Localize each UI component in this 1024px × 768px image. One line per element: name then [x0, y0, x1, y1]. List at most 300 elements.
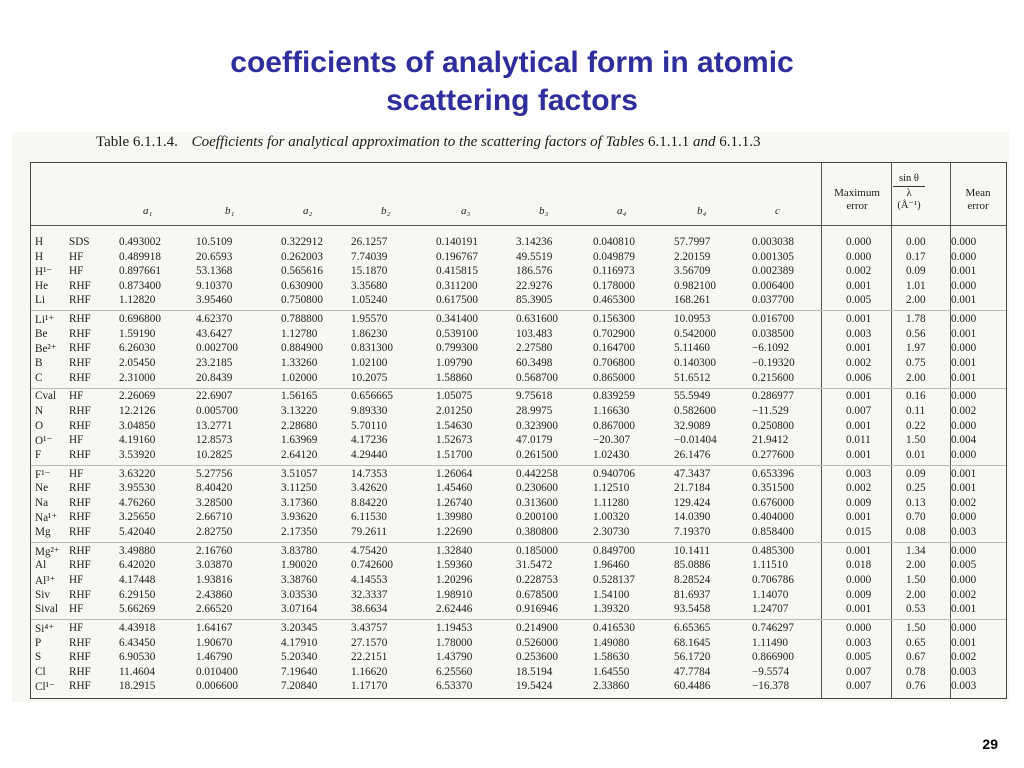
row-method: HF: [69, 574, 84, 586]
cell-mean-error: 0.002: [951, 405, 977, 417]
cell-c: 0.003038: [752, 236, 794, 248]
cell-a1: 4.19160: [119, 434, 156, 447]
cell-a3: 0.196767: [436, 250, 478, 263]
table-row: [31, 313, 1006, 327]
cell-max-error: 0.009: [846, 496, 872, 509]
cell-a1: 2.26069: [119, 390, 156, 403]
cell-b2: 32.3337: [351, 588, 388, 601]
cell-max-error: 0.006: [846, 371, 872, 384]
cell-b3: 0.323900: [516, 419, 558, 432]
cell-max-error: 0.015: [846, 526, 872, 538]
table-caption: [96, 134, 760, 151]
cell-b1: 22.6907: [196, 390, 233, 403]
cell-b4: 7.19370: [674, 526, 711, 538]
cell-b4: 21.7184: [674, 482, 711, 495]
header-sin-unit: (Å⁻¹): [897, 200, 921, 211]
row-element: Cl: [35, 665, 46, 678]
cell-b1: 12.8573: [196, 434, 233, 447]
cell-mean-error: 0.001: [951, 603, 977, 616]
header-max-error: [826, 187, 888, 213]
row-element: Sival: [35, 603, 58, 616]
cell-a3: 1.05075: [436, 390, 473, 403]
cell-b1: 20.6593: [196, 250, 233, 263]
cell-b2: 10.2075: [351, 371, 388, 384]
cell-c: 0.866900: [752, 651, 794, 664]
cell-b4: 0.582600: [674, 405, 716, 417]
cell-mean-error: 0.001: [951, 357, 977, 369]
row-method: RHF: [69, 357, 91, 369]
cell-mean-error: 0.000: [951, 544, 977, 557]
cell-max-error: 0.001: [846, 511, 872, 524]
cell-b3: 0.253600: [516, 651, 558, 664]
cell-a3: 1.51700: [436, 448, 473, 461]
cell-a2: 2.28680: [281, 419, 318, 432]
cell-mean-error: 0.001: [951, 327, 977, 340]
cell-mean-error: 0.000: [951, 448, 977, 461]
cell-b3: 103.483: [516, 327, 553, 340]
cell-max-error: 0.007: [846, 665, 872, 678]
table-row: [31, 328, 1006, 342]
cell-max-error: 0.003: [846, 327, 872, 340]
cell-c: −16.378: [752, 680, 790, 693]
row-element: Na: [35, 496, 49, 509]
cell-a1: 11.4604: [119, 665, 155, 678]
group-divider: [31, 465, 1006, 466]
cell-max-error: 0.001: [846, 390, 872, 403]
cell-b1: 23.2185: [196, 357, 233, 369]
header-c: c: [775, 205, 780, 217]
cell-sin-lambda: 0.78: [906, 665, 926, 678]
cell-c: 1.11510: [752, 559, 788, 572]
row-element: Al: [35, 559, 47, 572]
cell-b3: 2.27580: [516, 342, 553, 355]
cell-b1: 2.66520: [196, 603, 233, 616]
header-a1: a₁: [143, 205, 153, 217]
table-scan-image: [12, 132, 1009, 702]
cell-a1: 0.696800: [119, 313, 161, 326]
table-row: [31, 405, 1006, 419]
cell-c: 0.858400: [752, 526, 794, 538]
cell-b1: 43.6427: [196, 327, 233, 340]
row-element: O: [35, 419, 44, 432]
cell-sin-lambda: 0.00: [906, 236, 926, 248]
cell-b4: 14.0390: [674, 511, 711, 524]
row-element: F: [35, 448, 42, 461]
table-row: [31, 251, 1006, 265]
cell-a1: 6.43450: [119, 636, 156, 649]
row-element: B: [35, 357, 43, 369]
cell-b1: 1.46790: [196, 651, 233, 664]
cell-a1: 4.17448: [119, 574, 156, 586]
cell-a4: 1.16630: [593, 405, 630, 417]
cell-a1: 0.897661: [119, 265, 161, 278]
row-method: HF: [69, 265, 84, 278]
cell-a2: 3.51057: [281, 467, 318, 480]
row-element: C: [35, 371, 43, 384]
cell-a1: 6.90530: [119, 651, 156, 664]
table-row: [31, 468, 1006, 482]
cell-b4: 93.5458: [674, 603, 711, 616]
cell-max-error: 0.001: [846, 544, 872, 557]
cell-mean-error: 0.000: [951, 342, 977, 355]
cell-max-error: 0.000: [846, 574, 872, 586]
cell-sin-lambda: 0.11: [906, 405, 926, 417]
table-row: [31, 574, 1006, 588]
cell-a4: 1.11280: [593, 496, 629, 509]
cell-b2: 3.35680: [351, 279, 388, 292]
cell-b4: 0.982100: [674, 279, 716, 292]
cell-a2: 0.565616: [281, 265, 323, 278]
cell-b3: 85.3905: [516, 294, 553, 307]
header-sin-theta-over-lambda: [889, 173, 929, 212]
table-caption-text: Coefficients for analytical approximation to the scattering factors of Tables: [191, 134, 645, 150]
cell-a1: 0.873400: [119, 279, 161, 292]
row-method: RHF: [69, 294, 91, 307]
cell-b2: 5.70110: [351, 419, 387, 432]
table-row: [31, 511, 1006, 525]
cell-mean-error: 0.005: [951, 559, 977, 572]
cell-a3: 1.45460: [436, 482, 473, 495]
cell-mean-error: 0.002: [951, 588, 977, 601]
cell-a2: 3.03530: [281, 588, 318, 601]
row-element: N: [35, 405, 44, 417]
cell-b1: 3.03870: [196, 559, 233, 572]
cell-c: 0.746297: [752, 622, 794, 634]
cell-a1: 6.42020: [119, 559, 156, 572]
table-row: [31, 666, 1006, 680]
cell-b3: 60.3498: [516, 357, 553, 369]
cell-sin-lambda: 0.53: [906, 603, 926, 616]
header-max-error-line-2: error: [846, 200, 868, 212]
cell-b2: 22.2151: [351, 651, 388, 664]
cell-b1: 10.5109: [196, 236, 233, 248]
cell-a4: −20.307: [593, 434, 631, 447]
cell-b1: 5.27756: [196, 467, 233, 480]
row-method: HF: [69, 434, 84, 447]
row-method: RHF: [69, 559, 91, 572]
cell-max-error: 0.000: [846, 250, 872, 263]
cell-a2: 0.630900: [281, 279, 323, 292]
cell-b1: 53.1368: [196, 265, 233, 278]
cell-max-error: 0.003: [846, 636, 872, 649]
cell-c: 0.016700: [752, 313, 794, 326]
cell-sin-lambda: 2.00: [906, 559, 926, 572]
fraction-bar: [893, 186, 925, 187]
row-method: RHF: [69, 313, 91, 326]
cell-mean-error: 0.000: [951, 419, 977, 432]
cell-b2: 7.74039: [351, 250, 388, 263]
row-element: Siv: [35, 588, 50, 601]
cell-b2: 14.7353: [351, 467, 388, 480]
cell-b2: 0.656665: [351, 390, 393, 403]
header-a4: a₄: [617, 205, 627, 217]
cell-c: 0.351500: [752, 482, 794, 495]
cell-a3: 2.62446: [436, 603, 473, 616]
cell-a3: 0.799300: [436, 342, 478, 355]
cell-a2: 1.90020: [281, 559, 318, 572]
cell-c: 0.250800: [752, 419, 794, 432]
cell-b4: 8.28524: [674, 574, 711, 586]
cell-c: 0.215600: [752, 371, 794, 384]
row-method: RHF: [69, 371, 91, 384]
table-row: [31, 545, 1006, 559]
cell-a1: 0.489918: [119, 250, 161, 263]
cell-max-error: 0.001: [846, 419, 872, 432]
cell-b3: 3.14236: [516, 236, 553, 248]
row-element: Cval: [35, 390, 57, 403]
coefficients-table: [30, 162, 1007, 699]
cell-a1: 18.2915: [119, 680, 156, 693]
cell-c: 0.676000: [752, 496, 794, 509]
cell-c: −11.529: [752, 405, 789, 417]
table-row: [31, 559, 1006, 573]
cell-a2: 1.63969: [281, 434, 318, 447]
cell-b2: 3.43757: [351, 622, 388, 634]
row-method: HF: [69, 603, 84, 616]
table-row: [31, 342, 1006, 356]
cell-a2: 2.64120: [281, 448, 318, 461]
header-b3: b₃: [539, 205, 549, 217]
cell-a3: 6.25560: [436, 665, 473, 678]
row-element: Si⁴⁺: [35, 623, 55, 635]
cell-b3: 0.214900: [516, 622, 558, 634]
row-method: RHF: [69, 496, 91, 509]
cell-mean-error: 0.001: [951, 294, 977, 307]
cell-mean-error: 0.001: [951, 467, 977, 480]
cell-c: 0.037700: [752, 294, 794, 307]
row-element: P: [35, 636, 42, 649]
cell-sin-lambda: 1.97: [906, 342, 926, 355]
row-element: Li: [35, 294, 45, 307]
cell-b3: 0.230600: [516, 482, 558, 495]
row-element: Mg²⁺: [35, 545, 60, 558]
cell-a4: 0.839259: [593, 390, 635, 403]
cell-c: 21.9412: [752, 434, 789, 447]
cell-b1: 0.005700: [196, 405, 238, 417]
row-method: HF: [69, 250, 84, 263]
row-method: RHF: [69, 636, 91, 649]
cell-a1: 3.04850: [119, 419, 156, 432]
cell-b3: 31.5472: [516, 559, 553, 572]
cell-mean-error: 0.004: [951, 434, 977, 447]
cell-sin-lambda: 0.56: [906, 327, 926, 340]
cell-max-error: 0.005: [846, 651, 872, 664]
cell-sin-lambda: 1.50: [906, 622, 926, 634]
cell-max-error: 0.000: [846, 236, 872, 248]
cell-c: 0.485300: [752, 544, 794, 557]
cell-a1: 3.49880: [119, 544, 156, 557]
cell-a3: 0.539100: [436, 327, 478, 340]
row-element: Be²⁺: [35, 343, 57, 356]
cell-a1: 4.76260: [119, 496, 156, 509]
cell-c: 0.706786: [752, 574, 794, 586]
cell-a4: 0.465300: [593, 294, 635, 307]
cell-a3: 1.43790: [436, 651, 473, 664]
cell-b4: 81.6937: [674, 588, 711, 601]
cell-a2: 4.17910: [281, 636, 318, 649]
cell-sin-lambda: 0.17: [906, 250, 926, 263]
cell-b4: 47.7784: [674, 665, 711, 678]
cell-c: 0.038500: [752, 327, 794, 340]
cell-a3: 1.26740: [436, 496, 473, 509]
cell-a4: 0.706800: [593, 357, 635, 369]
table-row: [31, 294, 1006, 308]
table-row: [31, 526, 1006, 540]
cell-sin-lambda: 1.78: [906, 313, 926, 326]
cell-max-error: 0.009: [846, 588, 872, 601]
cell-b3: 0.313600: [516, 496, 558, 509]
cell-b2: 4.17236: [351, 434, 388, 447]
cell-b4: −0.01404: [674, 434, 717, 447]
cell-b3: 0.526000: [516, 636, 558, 649]
cell-a4: 0.116973: [593, 265, 635, 278]
slide-title-line-1: coefficients of analytical form in atomic: [230, 46, 794, 79]
cell-sin-lambda: 1.50: [906, 434, 926, 447]
cell-mean-error: 0.001: [951, 265, 977, 278]
cell-b4: 0.542000: [674, 327, 716, 340]
cell-a2: 1.33260: [281, 357, 318, 369]
cell-a2: 3.93620: [281, 511, 318, 524]
cell-b2: 3.42620: [351, 482, 388, 495]
table-row: [31, 449, 1006, 463]
cell-a2: 0.262003: [281, 250, 323, 263]
table-row: [31, 265, 1006, 279]
cell-mean-error: 0.001: [951, 371, 977, 384]
cell-a1: 4.43918: [119, 622, 156, 634]
group-divider: [31, 619, 1006, 620]
cell-b2: 0.831300: [351, 342, 393, 355]
cell-sin-lambda: 2.00: [906, 294, 926, 307]
cell-sin-lambda: 0.13: [906, 496, 926, 509]
cell-a3: 1.19453: [436, 622, 473, 634]
cell-b1: 13.2771: [196, 419, 233, 432]
cell-mean-error: 0.000: [951, 622, 977, 634]
cell-a4: 1.39320: [593, 603, 630, 616]
cell-sin-lambda: 0.08: [906, 526, 926, 538]
cell-max-error: 0.002: [846, 357, 872, 369]
cell-a2: 5.20340: [281, 651, 318, 664]
cell-a3: 1.22690: [436, 526, 473, 538]
cell-b3: 0.442258: [516, 467, 558, 480]
row-method: RHF: [69, 651, 91, 664]
cell-b4: 10.0953: [674, 313, 711, 326]
cell-a4: 0.849700: [593, 544, 635, 557]
cell-mean-error: 0.002: [951, 651, 977, 664]
cell-c: 0.653396: [752, 467, 794, 480]
cell-b3: 186.576: [516, 265, 553, 278]
table-row: [31, 603, 1006, 617]
cell-max-error: 0.018: [846, 559, 872, 572]
table-row: [31, 420, 1006, 434]
cell-a4: 0.156300: [593, 313, 635, 326]
cell-a2: 3.83780: [281, 544, 318, 557]
table-row: [31, 482, 1006, 496]
header-mean-error: [952, 187, 1004, 213]
row-element: S: [35, 651, 42, 664]
cell-b3: 47.0179: [516, 434, 553, 447]
cell-c: −0.19320: [752, 357, 795, 369]
table-row: [31, 236, 1006, 250]
cell-mean-error: 0.003: [951, 665, 977, 678]
cell-a1: 2.31000: [119, 371, 156, 384]
cell-mean-error: 0.000: [951, 390, 977, 403]
cell-b3: 0.568700: [516, 371, 558, 384]
table-row: [31, 280, 1006, 294]
cell-mean-error: 0.000: [951, 250, 977, 263]
cell-b3: 0.228753: [516, 574, 558, 586]
cell-b2: 4.29440: [351, 448, 388, 461]
cell-b1: 2.43860: [196, 588, 233, 601]
row-element: Al³⁺: [35, 575, 56, 587]
cell-max-error: 0.003: [846, 467, 872, 480]
cell-sin-lambda: 1.34: [906, 544, 926, 557]
cell-b4: 2.20159: [674, 250, 711, 263]
cell-b2: 1.05240: [351, 294, 388, 307]
cell-mean-error: 0.002: [951, 496, 977, 509]
cell-b1: 0.002700: [196, 342, 238, 355]
row-method: RHF: [69, 544, 91, 557]
cell-a2: 1.56165: [281, 390, 318, 403]
cell-a2: 3.20345: [281, 622, 318, 634]
cell-max-error: 0.005: [846, 294, 872, 307]
cell-b2: 1.17170: [351, 680, 388, 693]
cell-max-error: 0.000: [846, 622, 872, 634]
cell-sin-lambda: 0.01: [906, 448, 926, 461]
row-method: RHF: [69, 482, 91, 495]
cell-a2: 3.07164: [281, 603, 318, 616]
cell-b1: 0.006600: [196, 680, 238, 693]
cell-b3: 22.9276: [516, 279, 553, 292]
cell-a1: 5.66269: [119, 603, 156, 616]
cell-b2: 79.2611: [351, 526, 387, 538]
cell-b3: 0.631600: [516, 313, 558, 326]
cell-sin-lambda: 0.22: [906, 419, 926, 432]
table-row: [31, 497, 1006, 511]
cell-mean-error: 0.000: [951, 574, 977, 586]
cell-sin-lambda: 0.67: [906, 651, 926, 664]
cell-b1: 1.64167: [196, 622, 233, 634]
row-method: HF: [69, 390, 84, 403]
row-element: Be: [35, 327, 48, 340]
cell-a3: 0.617500: [436, 294, 478, 307]
cell-b4: 55.5949: [674, 390, 711, 403]
row-method: RHF: [69, 588, 91, 601]
cell-a4: 2.33860: [593, 680, 630, 693]
cell-b4: 0.140300: [674, 357, 716, 369]
header-mean-error-line-2: error: [967, 200, 989, 212]
cell-sin-lambda: 0.16: [906, 390, 926, 403]
cell-c: 0.286977: [752, 390, 794, 403]
cell-a2: 7.19640: [281, 665, 318, 678]
cell-mean-error: 0.001: [951, 482, 977, 495]
row-element: He: [35, 279, 49, 292]
cell-b2: 27.1570: [351, 636, 388, 649]
cell-a3: 6.53370: [436, 680, 473, 693]
cell-b2: 9.89330: [351, 405, 388, 417]
cell-b4: 5.11460: [674, 342, 710, 355]
row-method: RHF: [69, 342, 91, 355]
row-element: H¹⁻: [35, 266, 53, 279]
cell-a3: 1.78000: [436, 636, 473, 649]
cell-a1: 3.25650: [119, 511, 156, 524]
cell-mean-error: 0.003: [951, 526, 977, 538]
cell-c: 0.006400: [752, 279, 794, 292]
table-caption-and: and: [692, 134, 716, 150]
cell-b1: 2.16760: [196, 544, 233, 557]
cell-a3: 0.140191: [436, 236, 478, 248]
cell-b2: 15.1870: [351, 265, 388, 278]
cell-b2: 1.86230: [351, 327, 388, 340]
